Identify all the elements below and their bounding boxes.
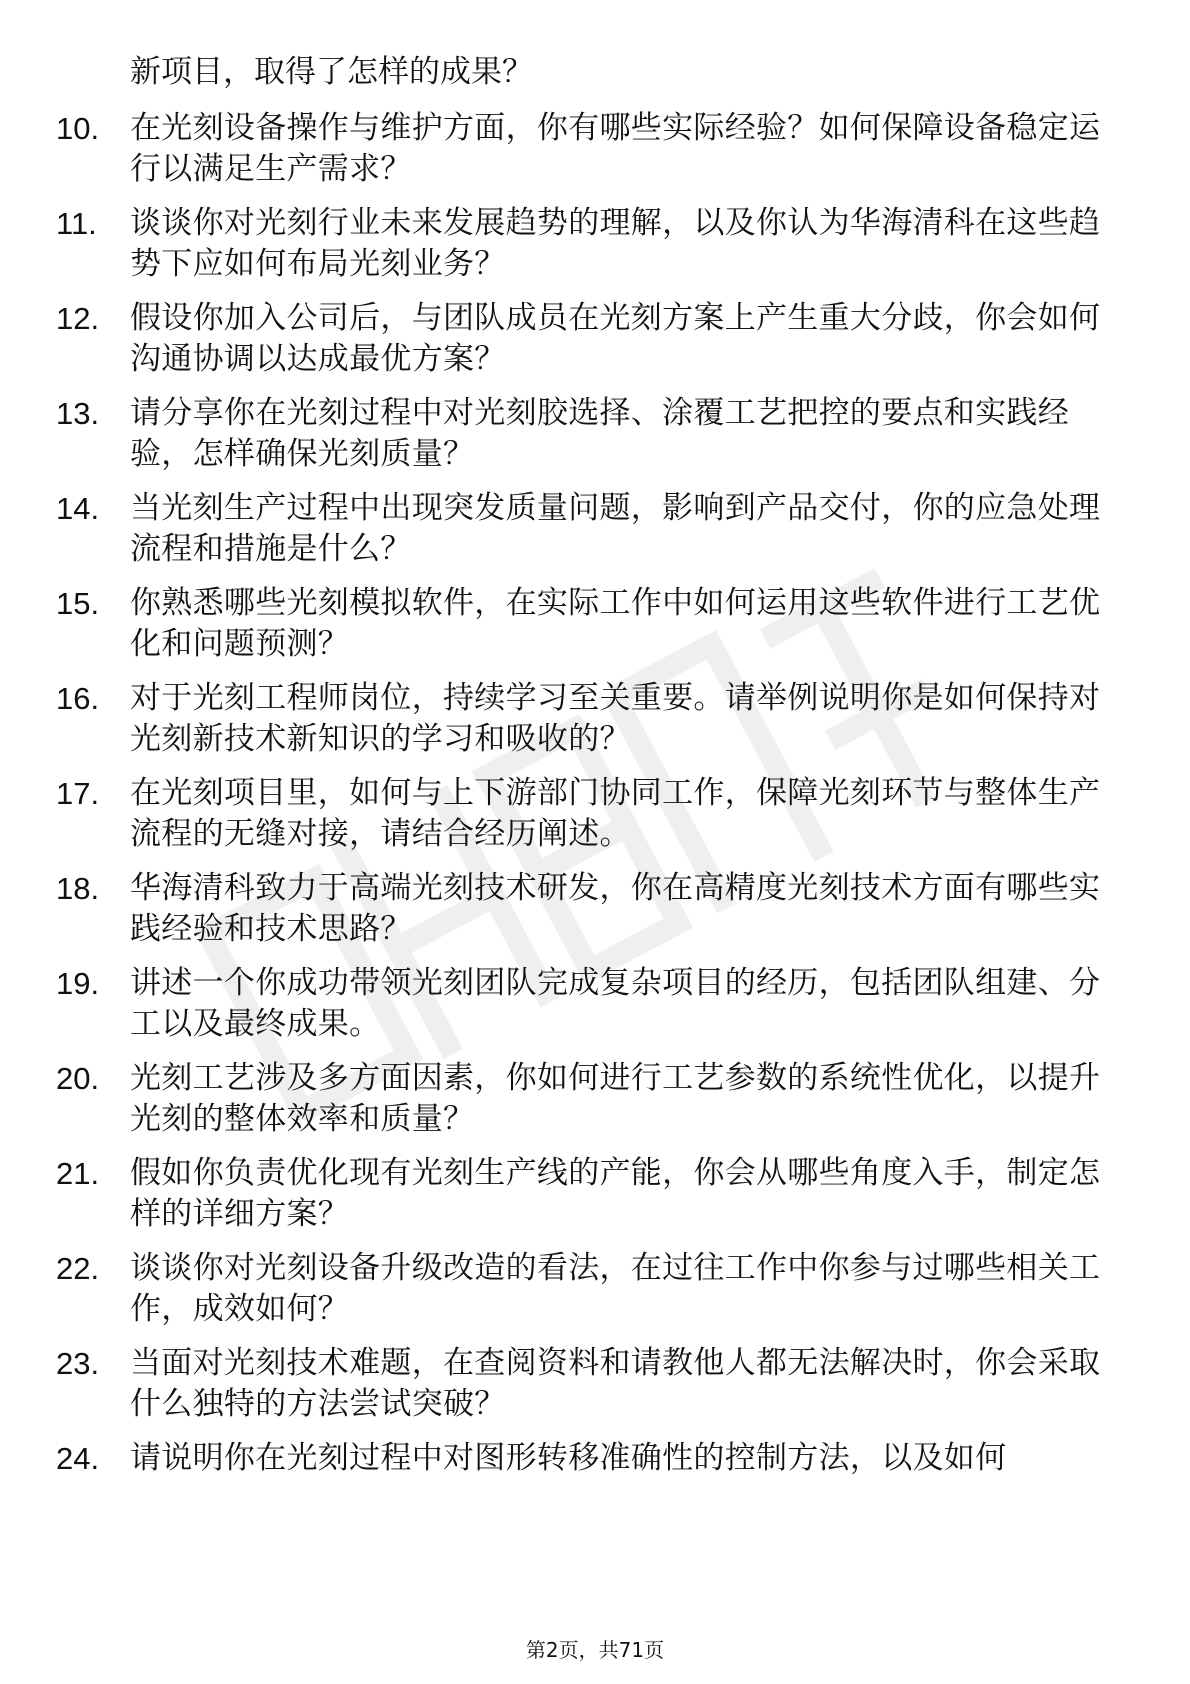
question-text: 谈谈你对光刻行业未来发展趋势的理解，以及你认为华海清科在这些趋势下应如何布局光刻业务？	[130, 205, 1101, 282]
question-number: 14.	[56, 491, 100, 526]
question-text: 假设你加入公司后，与团队成员在光刻方案上产生重大分歧，你会如何沟通协调以达成最优方案？	[130, 300, 1101, 377]
question-text: 你熟悉哪些光刻模拟软件，在实际工作中如何运用这些软件进行工艺优化和问题预测？	[130, 585, 1101, 662]
question-text: 当面对光刻技术难题，在查阅资料和请教他人都无法解决时，你会采取什么独特的方法尝试突破？	[130, 1345, 1101, 1422]
question-number: 18.	[56, 871, 100, 906]
question-item	[0, 963, 1190, 1058]
question-item	[0, 583, 1190, 678]
question-number: 21.	[56, 1156, 100, 1191]
page-footer: 第2页，共71页	[525, 1638, 665, 1662]
question-item	[0, 773, 1190, 868]
question-number: 19.	[56, 966, 100, 1001]
question-text: 请分享你在光刻过程中对光刻胶选择、涂覆工艺把控的要点和实践经验，怎样确保光刻质量？	[130, 395, 1069, 472]
question-number: 11.	[56, 206, 97, 241]
question-item	[0, 488, 1190, 583]
question-text: 华海清科致力于高端光刻技术研发，你在高精度光刻技术方面有哪些实践经验和技术思路？	[130, 870, 1101, 947]
question-text: 假如你负责优化现有光刻生产线的产能，你会从哪些角度入手，制定怎样的详细方案？	[130, 1155, 1101, 1232]
question-number: 17.	[56, 776, 100, 811]
question-number: 15.	[56, 586, 100, 621]
question-text: 光刻工艺涉及多方面因素，你如何进行工艺参数的系统性优化，以提升光刻的整体效率和质量？	[130, 1060, 1101, 1137]
question-text: 对于光刻工程师岗位，持续学习至关重要。请举例说明你是如何保持对光刻新技术新知识的学习和吸收的？	[130, 680, 1101, 757]
question-item	[0, 1058, 1190, 1153]
question-item	[0, 203, 1190, 298]
question-item	[0, 1438, 1190, 1533]
question-number: 22.	[56, 1251, 100, 1286]
question-number: 24.	[56, 1441, 100, 1476]
question-text: 请说明你在光刻过程中对图形转移准确性的控制方法，以及如何	[130, 1440, 1007, 1476]
question-number: 23.	[56, 1346, 100, 1381]
question-text: 讲述一个你成功带领光刻团队完成复杂项目的经历，包括团队组建、分工以及最终成果。	[130, 965, 1101, 1042]
question-text: 在光刻设备操作与维护方面，你有哪些实际经验？如何保障设备稳定运行以满足生产需求？	[130, 110, 1101, 187]
question-text: 在光刻项目里，如何与上下游部门协同工作，保障光刻环节与整体生产流程的无缝对接，请结合经历阐述。	[130, 775, 1101, 852]
question-number: 20.	[56, 1061, 100, 1096]
question-item	[0, 1343, 1190, 1438]
question-item	[0, 678, 1190, 773]
question-list	[0, 108, 1190, 1533]
question-number: 16.	[56, 681, 100, 716]
question-item	[0, 108, 1190, 203]
question-item	[0, 298, 1190, 393]
question-item	[0, 1248, 1190, 1343]
question-item	[0, 868, 1190, 963]
question-number: 12.	[56, 301, 100, 336]
question-item	[0, 393, 1190, 488]
question-number: 10.	[56, 111, 100, 146]
question-item	[0, 1153, 1190, 1248]
question-text: 当光刻生产过程中出现突发质量问题，影响到产品交付，你的应急处理流程和措施是什么？	[130, 490, 1101, 567]
continuation-text: 新项目，取得了怎样的成果？	[130, 54, 533, 90]
question-text: 谈谈你对光刻设备升级改造的看法，在过往工作中你参与过哪些相关工作，成效如何？	[130, 1250, 1101, 1327]
question-number: 13.	[56, 396, 100, 431]
